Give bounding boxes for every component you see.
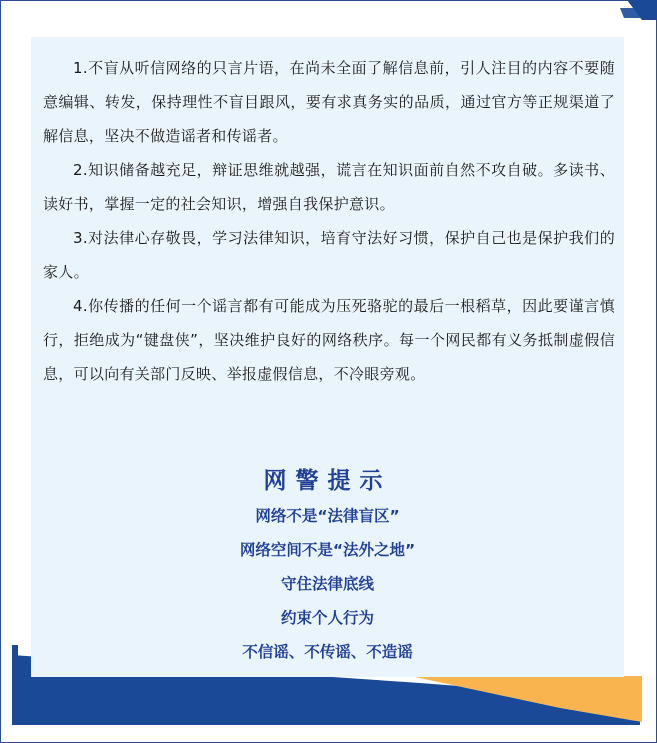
tip-item: 不信谣、不传谣、不造谣 [242,643,413,661]
tips-heading: 网警提示 [263,468,392,494]
tip-item: 约束个人行为 [280,609,374,627]
tip-item: 守住法律底线 [280,575,374,593]
top-right-accent-line [620,8,644,18]
tip-item: 网络不是“法律盲区” [255,507,400,525]
advice-paragraph-3: 3.对法律心存敬畏，学习法律知识，培育守法好习惯，保护自己也是保护我们的家人。 [43,229,615,281]
tip-item: 网络空间不是“法外之地” [239,541,416,559]
tips-list [31,499,624,669]
content-card [31,37,624,677]
bottom-base-strip [12,725,642,731]
advice-paragraph-4: 4.你传播的任何一个谣言都有可能成为压死骆驼的最后一根稻草，因此要谨言慎行，拒绝成为“键盘侠”，坚决维护良好的网络秩序。每一个网民都有义务抵制虚假信息，可以向有关部门反映、举报虚假信息，不冷眼旁观。 [43,297,615,383]
advice-paragraph-2: 2.知识储备越充足，辩证思维就越强，谎言在知识面前自然不攻自破。多读书、读好书，掌握一定的社会知识，增强自我保护意识。 [43,161,615,213]
advice-text [43,51,615,391]
left-navy-edge [12,645,18,725]
advice-paragraph-1: 1.不盲从听信网络的只言片语，在尚未全面了解信息前，引人注目的内容不要随意编辑、转发，保持理性不盲目跟风，要有求真务实的品质，通过官方等正规渠道了解信息，坚决不做造谣者和传谣者。 [43,59,615,145]
